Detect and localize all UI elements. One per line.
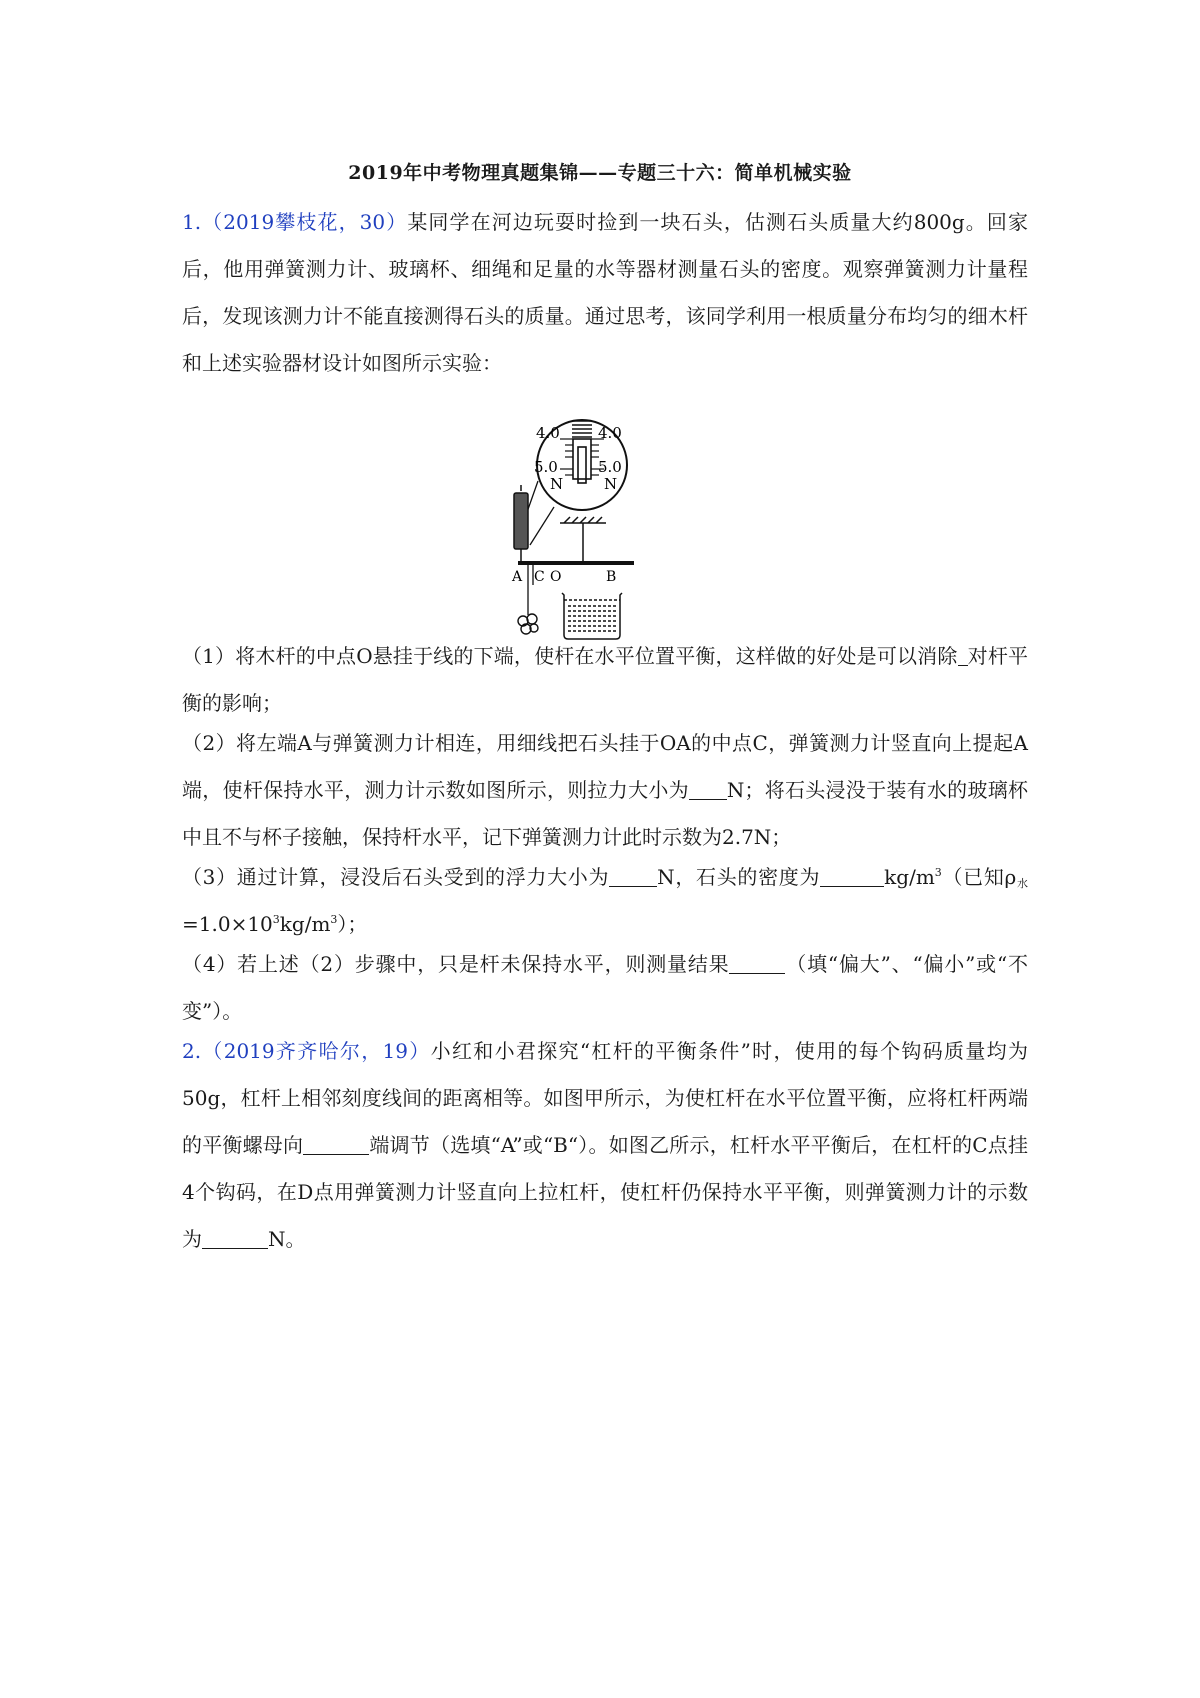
scale-unit-right: N	[604, 475, 618, 493]
page-title: 2019年中考物理真题集锦——专题三十六：简单机械实验	[348, 162, 852, 184]
answer-blank-4	[820, 866, 884, 887]
question-1-part-2: （2）将左端A与弹簧测力计相连，用细线把石头挂于OA的中点C，弹簧测力计竖直向上提起A端，使杆保持水平，测力计示数如图所示，则拉力大小为 N；将石头浸没于装有水的玻璃杯中且不与杯子接触，保持杆水平，记下弹簧测力计此时示数为2.7N；	[182, 731, 1029, 849]
scale-label-right-top: 4.0	[598, 424, 622, 442]
point-label-b: B	[606, 569, 617, 585]
question-1-part-1: （1）将木杆的中点O悬挂于线的下端，使杆在水平位置平衡，这样做的好处是可以消除 对杆平衡的影响；	[182, 644, 1029, 715]
scale-body	[573, 439, 591, 479]
scale-label-left-bottom: 5.0	[534, 458, 558, 476]
question-1-intro-text: 某同学在河边玩耍时捡到一块石头，估测石头质量大约800g。回家后，他用弹簧测力计、玻璃杯、细绳和足量的水等器材测量石头的密度。观察弹簧测力计量程后，发现该测力计不能直接测得石头的质量。通过思考，该同学利用一根质量分布均匀的细木杆和上述实验器材设计如图所示实验：	[182, 210, 1028, 375]
small-spring-scale	[514, 493, 528, 549]
answer-blank-7	[202, 1228, 268, 1249]
answer-blank-5	[729, 953, 785, 974]
scale-pointer	[578, 447, 586, 483]
question-1-part-4: （4）若上述（2）步骤中，只是杆未保持水平，则测量结果 （填“偏大”、“偏小”或“不变”）。	[182, 952, 1029, 1023]
scale-label-right-bottom: 5.0	[598, 458, 622, 476]
answer-blank-6	[303, 1134, 369, 1155]
question-2-source: 2.（2019齐齐哈尔，19）	[182, 1039, 431, 1063]
question-1-source: 1.（2019攀枝花，30）	[182, 210, 408, 234]
scale-unit-left: N	[550, 475, 564, 493]
point-label-c: C	[534, 569, 545, 585]
answer-blank-3	[609, 866, 657, 887]
ceiling-support	[560, 517, 606, 523]
stone-icon	[518, 614, 538, 634]
question-1-part-3: （3）通过计算，浸没后石头受到的浮力大小为 N，石头的密度为 $kg/m^3$（已知$\rho_水=1.0\times 10^3kg/m^3$）；	[182, 865, 1028, 936]
point-label-a: A	[512, 569, 523, 585]
spring-coil-icon	[572, 421, 592, 437]
point-label-o: O	[550, 569, 562, 585]
scale-label-left-top: 4.0	[536, 424, 560, 442]
answer-blank-2	[689, 779, 727, 800]
question-2: 2.（2019齐齐哈尔，19）小红和小君探究“杠杆的平衡条件”时，使用的每个钩码质量均为50g，杠杆上相邻刻度线间的距离相等。如图甲所示，为使杠杆在水平位置平衡，应将杠杆两端的平衡螺母向 端调节（选填“A”或“B“）。如图乙所示，杠杆水平平衡后，在杠杆的C点挂4个钩码，在D点用弹簧测力计竖直向上拉杠杆，使杠杆仍保持水平平衡，则弹簧测力计的示数为 N。	[182, 1039, 1028, 1251]
question-1-intro	[182, 199, 1028, 387]
answer-blank-1	[958, 645, 968, 666]
wooden-lever	[518, 561, 634, 565]
